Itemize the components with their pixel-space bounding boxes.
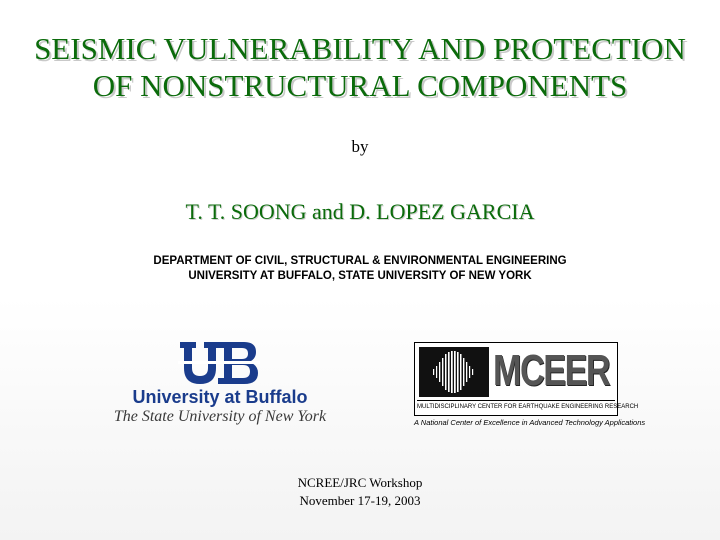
authors: T. T. SOONG and D. LOPEZ GARCIA — [185, 199, 535, 224]
mceer-tagline: A National Center of Excellence in Advanced Technology Applications — [414, 418, 646, 427]
ub-monogram-icon — [178, 340, 260, 386]
department-line-2: UNIVERSITY AT BUFFALO, STATE UNIVERSITY OF NEW YORK — [188, 270, 532, 282]
title-line-1: SEISMIC VULNERABILITY AND PROTECTION — [34, 31, 686, 66]
department-affiliation — [0, 254, 720, 284]
workshop-name: NCREE/JRC Workshop — [297, 475, 423, 490]
title-line-2: OF NONSTRUCTURAL COMPONENTS — [92, 68, 628, 103]
workshop-info — [0, 474, 720, 510]
mceer-wordmark: MCEER — [493, 346, 610, 395]
slide-title — [0, 30, 720, 104]
seismic-wave-icon — [419, 347, 489, 397]
mceer-band-text: MULTIDISCIPLINARY CENTER FOR EARTHQUAKE ENGINEERING RESEARCH — [417, 400, 615, 413]
ub-logo — [100, 340, 340, 435]
department-line-1: DEPARTMENT OF CIVIL, STRUCTURAL & ENVIRONMENTAL ENGINEERING — [153, 255, 567, 267]
by-label: by — [351, 137, 369, 156]
mceer-logo — [414, 342, 639, 416]
ub-subtitle: The State University of New York — [113, 408, 327, 425]
workshop-date: November 17-19, 2003 — [299, 493, 421, 508]
ub-name: University at Buffalo — [132, 387, 308, 407]
